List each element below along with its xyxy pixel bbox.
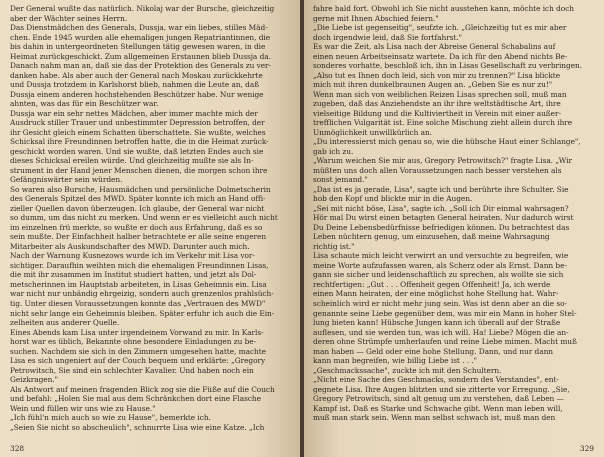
text-line: Geizkragen." [10,375,58,385]
text-line: Lisa schaute mich leicht verwirrt an und versuchte zu begreifen, wie [313,251,569,261]
text-line: Ausdruck stiller Trauer und unbestimmter Depression betroffen, der [10,118,265,128]
text-line: strument in der Hand jener Menschen dienen, die morgen schon ihre [10,165,268,175]
text-line: meine Worte aufzufassen waren, als Scherz oder als Ernst. Dann be- [313,260,567,270]
text-line: scheinlich wird er nicht mehr jung sein. Was ist denn aber an die so- [313,298,567,308]
text-line: Danach nahm man an, daß sie das der Protektion des Generals zu ver- [10,61,271,71]
text-line: „Das ist es ja gerade, Lisa", sagte ich und berührte ihre Schulter. Sie [313,184,569,194]
text-line: rechtfertigen: „Gut . . . Offenheit gegen Offenheit! Ja, ich werde [313,279,551,289]
text-line: doch irgendwie leid, daß Sie fortfahrst." [313,32,463,42]
text-line: Wenn man sich von weiblichen Reizen Lisas sprechen soll, muß man [313,89,567,99]
text-line: „Nicht eine Sache des Geschmacks, sondern des Verstandes", ent- [313,375,559,385]
text-line: Heimat zurückgeschickt. Zum allgemeinen Erstaunen blieb Dussja da. [10,51,271,61]
text-line: Nach der Warnung Kusnezows wurde ich im Verkehr mit Lisa vor- [10,251,255,261]
text-line: Dussja einem anderen hochstehenden Beschützer habe. Nur wenige [10,89,264,99]
text-line: „Warum weichen Sie mir aus, Gregory Petrowitsch?" fragte Lisa. „Wir [313,156,573,166]
text-line: sichtiger. Daraufhin weihten mich die ehemaligen Freundinnen Lisas, [10,260,269,270]
text-line: tig. Unter diesen Voraussetzungen konnte das „Vertrauen des MWD" [10,298,266,308]
text-line: müßten uns doch allen Voraussetzungen nach besser verstehen als [313,165,562,175]
text-line: aber der Wächter seines Herrn. [10,13,128,23]
text-line: horst war es üblich, Bekannte ohne besondere Einladungen zu be- [10,337,257,347]
text-line: gann sie sicher und leidenschaftlich zu sprechen, als wollte sie sich [313,270,564,280]
text-line: auflesen, und sie werden tun, was ich will. Ha! Liebe? Mögen die an- [313,327,569,337]
text-line: deren ohne Strümpfe umherlaufen und reine Liebe mimen. Macht muß [313,337,577,347]
text-line: vielseitige Bildung und die Kultiviertheit in Verein mit einer außer- [313,108,561,118]
text-line: Gregory Petrowitsch, sind alt genug um zu verstehen, daß Leben — [313,394,564,404]
text-line: trefflichen Vulgarität ist. Eine solche Mischung zieht allein durch ihre [313,118,573,128]
text-line: So waren also Bursche, Hausmädchen und persönliche Dolmetscherin [10,184,271,194]
text-line: Lisa es sich ungeniert auf der Couch bequem und erklärte: „Gregory [10,356,266,366]
text-line: suchen. Nachdem sie sich in den Zimmern umgesehen hatte, machte [10,346,266,356]
text-line: und Dussja trotzdem in Karlshorst blieb, nahmen die Leute an, daß [10,80,260,90]
text-line: danken habe. Als aber auch der General nach Moskau zurückkehrte [10,70,263,80]
text-line: die mit ihr zusammen im Institut studiert hatten, und jetzt als Dol- [10,270,257,280]
text-line: Du Deine Lebensbedürfnisse befriedigen können. Du betrachtest das [313,222,570,232]
text-line: gegnete Lisa. Ihre Augen blitzten und sie zitterte vor Erregung. „Sie, [313,384,570,394]
text-line: Das Dienstmädchen des Generals, Dussja, war ein liebes, stilles Mäd- [10,23,268,33]
text-line: Leben nüchtern genug, um einzusehen, daß meine Wahrsagung [313,232,550,242]
text-line: einen neuen Arbeitseinsatz wartete. Da ich für den Abend nichts Be- [313,51,568,61]
text-line: metscherinnen im Hauptstab arbeiteten, in Lisas Geheimnis ein. Lisa [10,279,267,289]
text-line: richtig ist." [313,241,355,251]
text-line: Es war die Zeit, als Lisa nach der Abreise General Schabalins auf [313,42,556,52]
text-line: Eines Abends kam Lisa unter irgendeinem Vorwand zu mir. In Karls- [10,327,264,337]
text-line: ihr Gesicht gleich einem Schatten überschattete. Sie wußte, welches [10,127,266,137]
text-line: mich mit ihren dunkelbraunen Augen an. „Geben Sie es nur zu!" [313,80,553,90]
right-page-number: 329 [579,444,594,453]
text-line: „Sei mit nicht böse, Lisa", sagte ich. „Soll ich Dir einmal wahrsagen? [313,203,569,213]
text-line: und befahl: „Holen Sie mal aus dem Schränkchen dort eine Flasche [10,394,261,404]
right-page-text [313,4,596,423]
text-line: geschickt worden waren. Und sie wußte, daß letzten Endes auch sie [10,146,264,156]
text-line: sein mußte. Der Einfachheit halber betrachtete er alle seine engeren [10,232,267,242]
text-line: Hör mal Du wirst einen betagten General heiraten. Nur dadurch wirst [313,213,574,223]
right-page [304,0,604,457]
text-line: so dumm, um das nicht zu merken. Und wenn er es vielleicht auch nicht [10,213,278,223]
text-line: „Ich fühl'n mich auch so wie zu Hause", bemerkte ich. [10,413,211,423]
left-page-text [10,4,293,432]
text-line: einen Mann heiraten, der eine möglichst hohe Stellung hat. Wahr- [313,289,559,299]
text-line: im einzelnen frü merkte, so wußte er doch aus Erfahrung, daß es so [10,222,263,232]
text-line: „Also tut es Ihnen doch leid, sich von mir zu trennen?" Lisa blickte [313,70,561,80]
text-line: gerne mit Ihnen Abschied feiern." [313,13,439,23]
text-line: sonderes vorhatte, beschloß ich, ihn in Lisas Gesellschaft zu verbringen. [313,61,583,71]
left-page [0,0,300,457]
text-line: nicht sehr lange ein Geheimnis bleiben. Später erfuhr ich auch die Ein- [10,308,275,318]
text-line: genannte seine Liebe gegenüber dem, was mir ein Mann in hoher Stel- [313,308,577,318]
text-line: Wein und füllen wir uns wie zu Hause." [10,403,156,413]
text-line: Der General wußte das natürlich. Nikolaj war der Bursche, gleichzeitig [10,4,275,13]
text-line: war nicht nur unbändig ehrgeizig, sondern auch grenzenlos prahlsüch- [10,289,274,299]
text-line: „Seien Sie nicht so abscheulich", schnurrte Lisa wie eine Katze. „Ich [10,422,265,432]
text-line: zelheiten aus anderer Quelle. [10,318,120,328]
text-line: Als Antwort auf meinen fragenden Blick zog sie die Füße auf die Couch [10,384,275,394]
text-line: dieses Schicksal ereilen würde. Und gleichzeitig mußte sie als In- [10,156,254,166]
text-line: Dussja war ein sehr nettes Mädchen, aber immer machte mich der [10,108,258,118]
left-page-number: 328 [10,444,25,453]
text-line: gab ich zu. [313,146,354,156]
text-line: kann man begreifen, wie billig Liebe ist . . ." [313,356,478,366]
text-line: bis dahin in untergeordneten Stellungen tätig gewesen waren, in die [10,42,266,52]
text-line: „Geschmackssache", zuckte ich mit den Schultern. [313,365,502,375]
text-line: Petrowitsch, Sie sind ein schlechter Kavalier. Und haben noch ein [10,365,254,375]
text-line: lung bieten kann! Hübsche Jungen kann ich überall auf der Straße [313,318,561,328]
text-line: hob den Kopf und blickte mir in die Augen. [313,194,473,204]
text-line: Mitarbeiter als Auskundschafter des MWD. Darunter auch mich. [10,241,250,251]
text-line: Kampf ist. Daß es Starke und Schwache gibt. Wenn man leben will, [313,403,563,413]
text-line: sonst jemand." [313,175,368,185]
text-line: Gefängniswärter sein würden. [10,175,123,185]
text-line: fahre bald fort. Obwohl ich Sie nicht ausstehen kann, möchte ich doch [313,4,575,13]
text-line: ahnten, was das für ein Beschützer war. [10,99,159,109]
text-line: man haben — Geld oder eine hohe Stellung. Dann, und nur dann [313,346,554,356]
text-line: Schicksal ihre Freundinnen betroffen hatte, die in die Heimat zurück- [10,137,269,147]
text-line: zugeben, daß das Anziehendste an ihr ihre weltstädtische Art, ihre [313,99,561,109]
text-line: muß man stark sein. Wenn man selbst schwach ist, muß man den [313,413,556,423]
text-line: „Die Liebe ist gegenseitig", seufzte ich. „Gleichzeitig tut es mir aber [313,23,567,33]
text-line: Unmöglichkeit unwillkürlich an. [313,127,432,137]
text-line: „Du interessierst mich genau so, wie die hübsche Haut einer Schlange", [313,137,581,147]
text-line: zieller Quellen davon überzeugen. Ich glaube, der General war nicht [10,203,265,213]
text-line: des Generals Spitzel des MWD. Später konnte ich mich an Hand offi- [10,194,266,204]
text-line: chen. Ende 1945 wurden alle ehemaligen jungen Repatriantinnen, die [10,32,271,42]
